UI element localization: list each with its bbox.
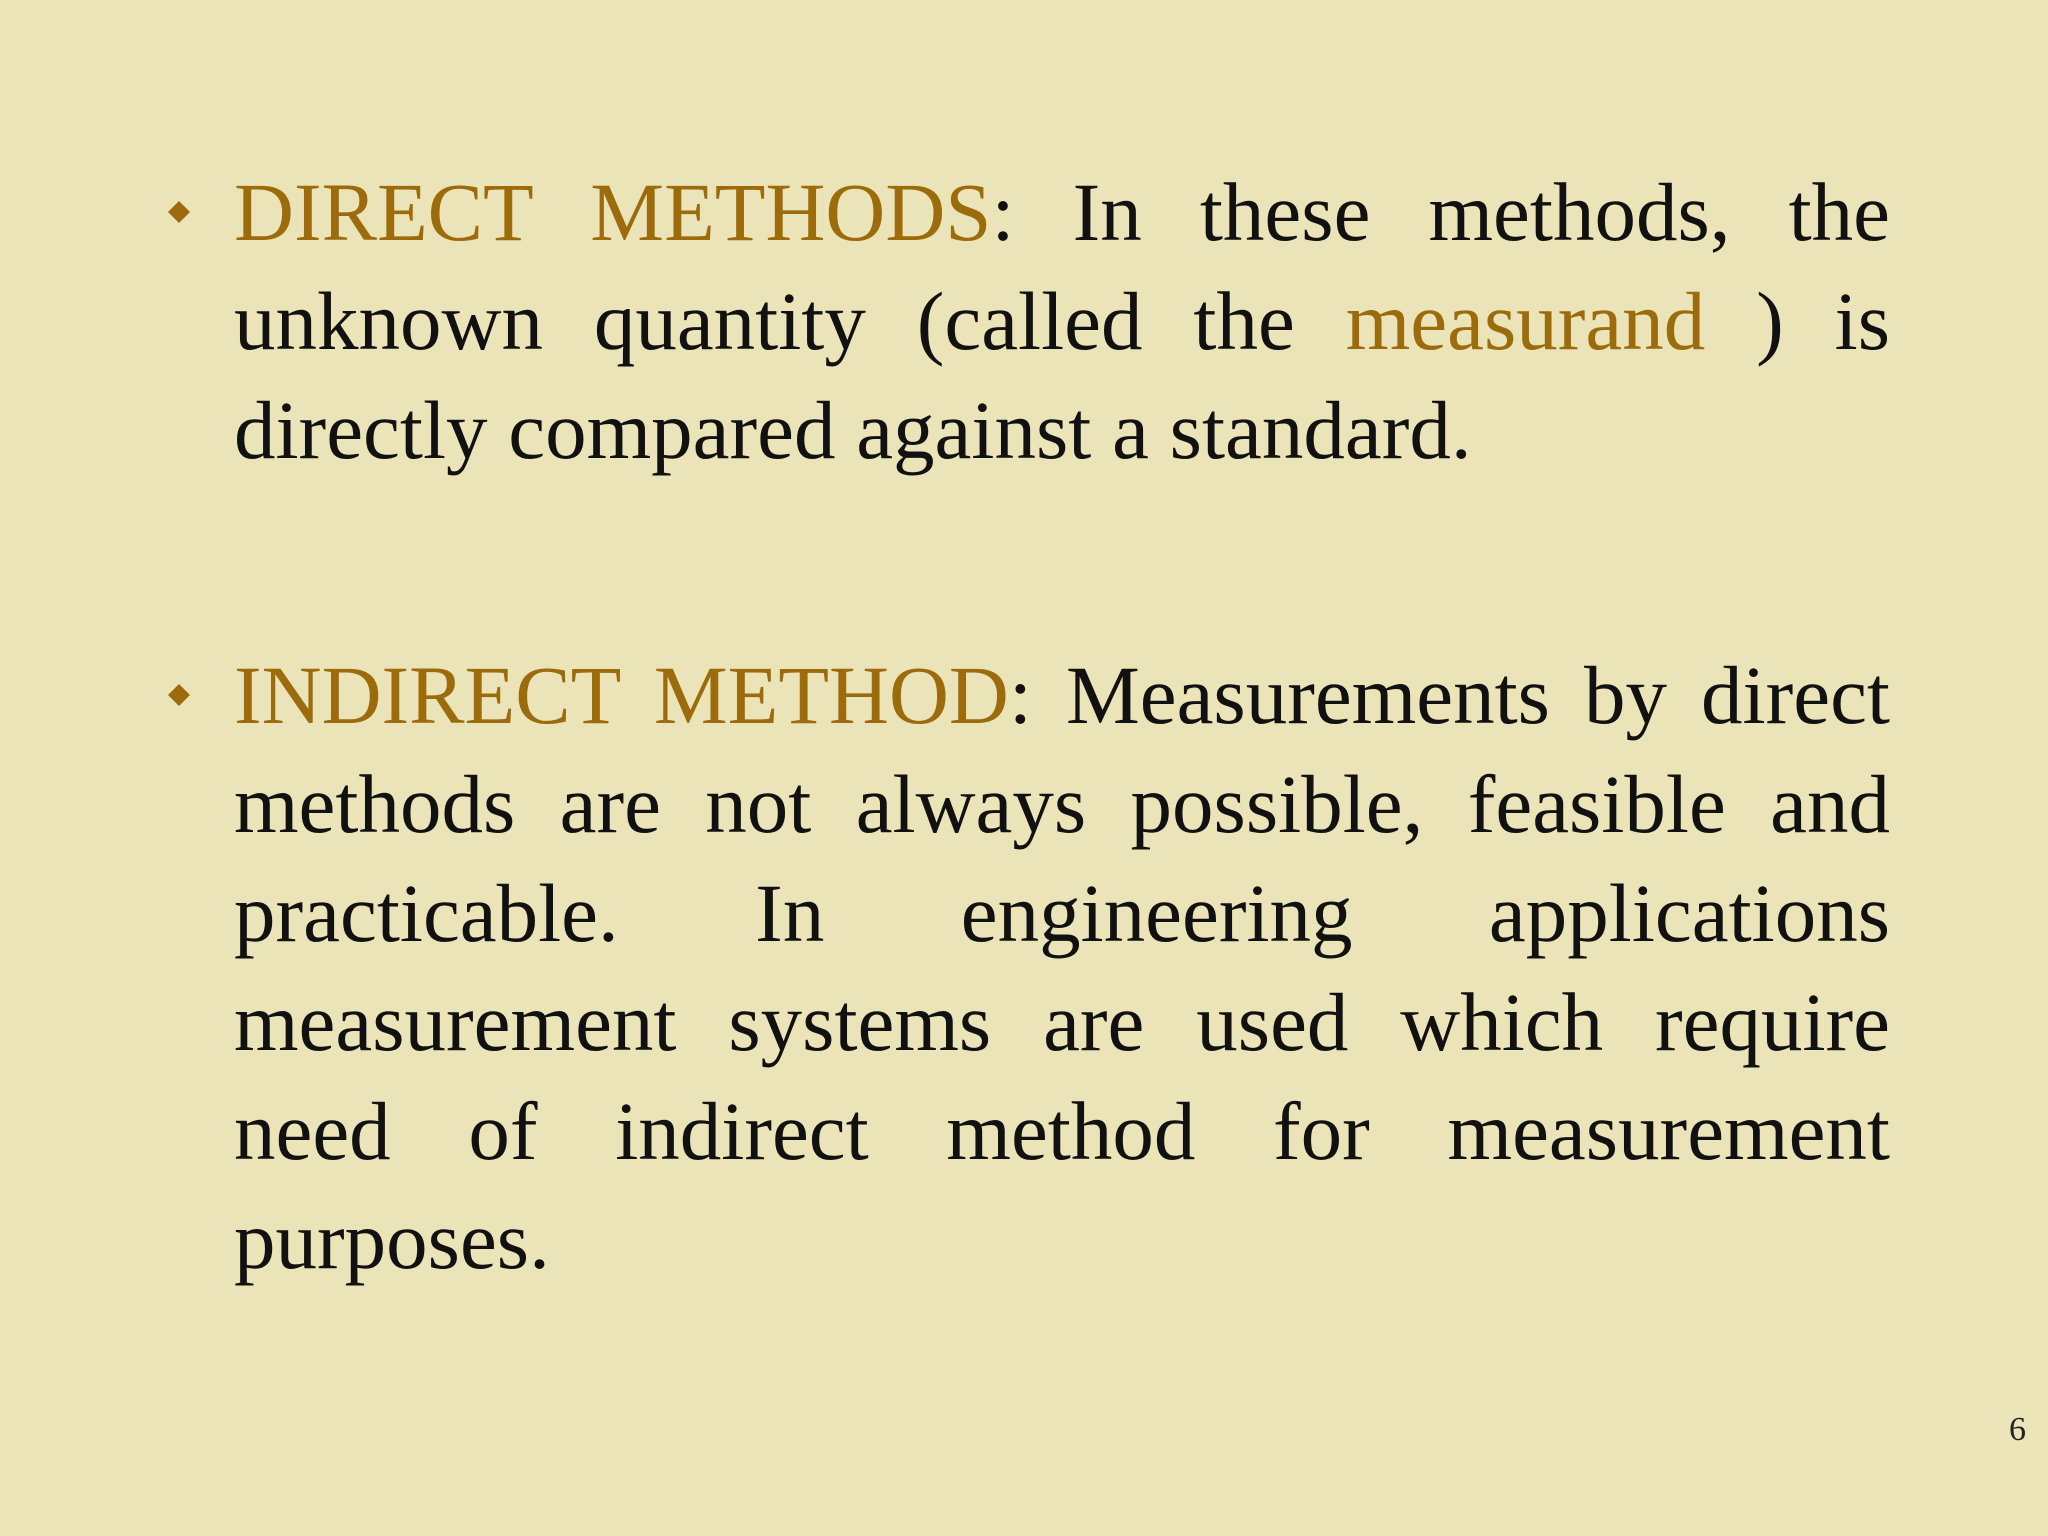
measurand-term: measurand xyxy=(1345,275,1706,367)
direct-methods-text-before: In these methods, the unknown quantity (called the xyxy=(234,166,1890,367)
direct-methods-separator: : xyxy=(991,166,1015,258)
diamond-icon xyxy=(168,684,190,706)
slide-number: 6 xyxy=(2009,1411,2026,1448)
bullet-indirect-method xyxy=(160,641,1890,1295)
indirect-method-term: INDIRECT METHOD xyxy=(234,649,1009,741)
direct-methods-term: DIRECT METHODS xyxy=(234,166,992,258)
direct-methods-text-after: ) is directly compared against a standard. xyxy=(234,275,1891,476)
bullet-direct-methods xyxy=(160,158,1890,485)
indirect-method-text: Measurements by direct methods are not always possible, feasible and practicable. In engineering applications measurement systems are used which require need of indirect method for measurement purposes. xyxy=(234,649,1890,1286)
indirect-method-separator: : xyxy=(1008,649,1032,741)
bullet-list xyxy=(160,158,1890,1295)
diamond-icon xyxy=(168,201,190,223)
